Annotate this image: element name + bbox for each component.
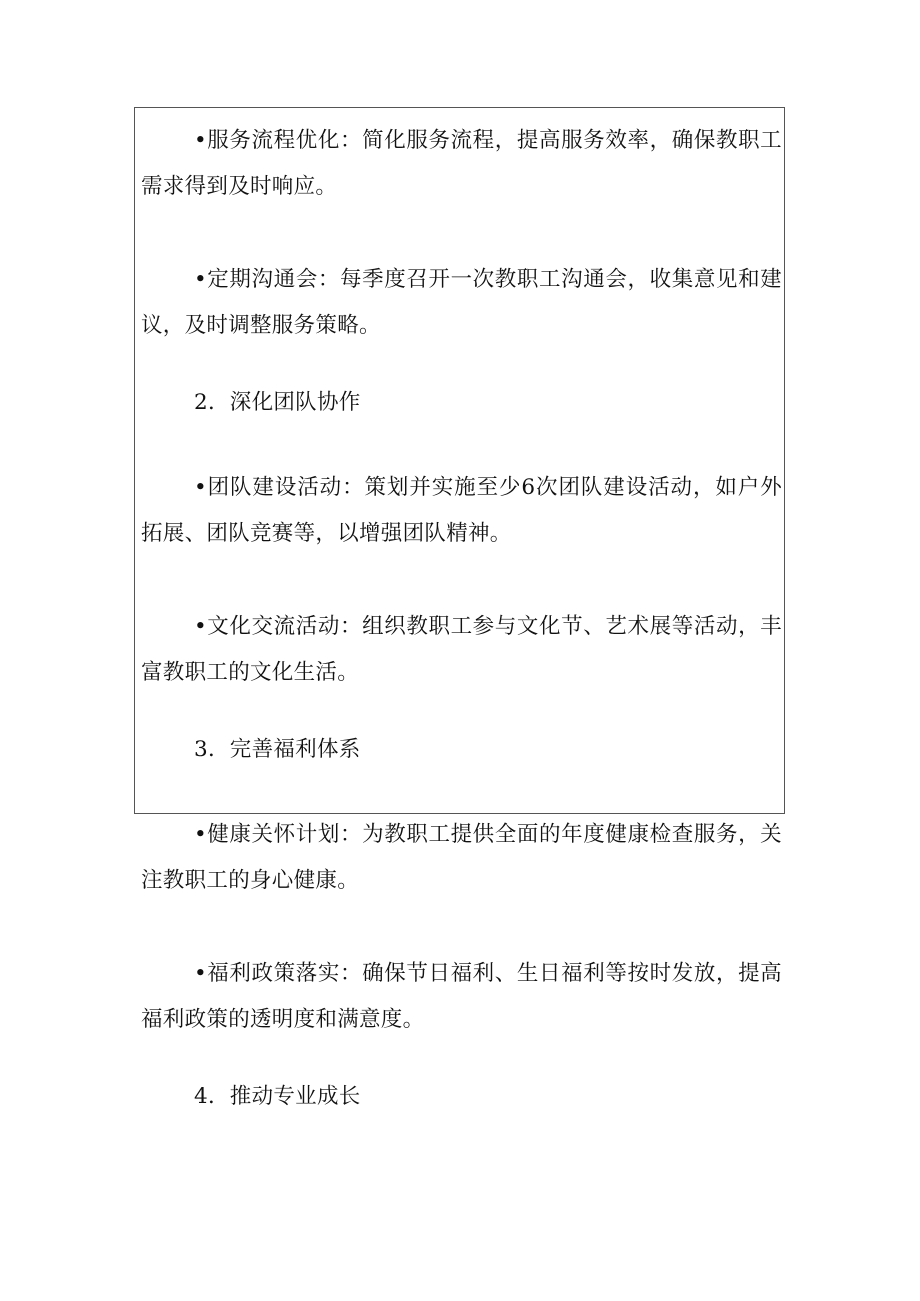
section-heading-team: 2．深化团队协作 — [194, 390, 361, 415]
document-frame — [134, 107, 785, 1109]
bullet-health-care: •健康关怀计划：为教职工提供全面的年度健康检查服务，关注教职工的身心健康。 — [141, 822, 782, 893]
bullet-welfare-policy: •福利政策落实：确保节日福利、生日福利等按时发放，提高福利政策的透明度和满意度。 — [141, 961, 782, 1032]
bullet-service-process: •服务流程优化：简化服务流程，提高服务效率，确保教职工需求得到及时响应。 — [141, 128, 782, 199]
section-heading-welfare: 3．完善福利体系 — [194, 737, 361, 762]
section-heading-growth: 4．推动专业成长 — [194, 1084, 361, 1109]
bullet-culture-exchange: •文化交流活动：组织教职工参与文化节、艺术展等活动，丰富教职工的文化生活。 — [141, 614, 782, 685]
bullet-team-building: •团队建设活动：策划并实施至少6次团队建设活动，如户外拓展、团队竞赛等，以增强团队精神。 — [141, 475, 782, 546]
bullet-regular-meeting: •定期沟通会：每季度召开一次教职工沟通会，收集意见和建议，及时调整服务策略。 — [141, 267, 782, 338]
